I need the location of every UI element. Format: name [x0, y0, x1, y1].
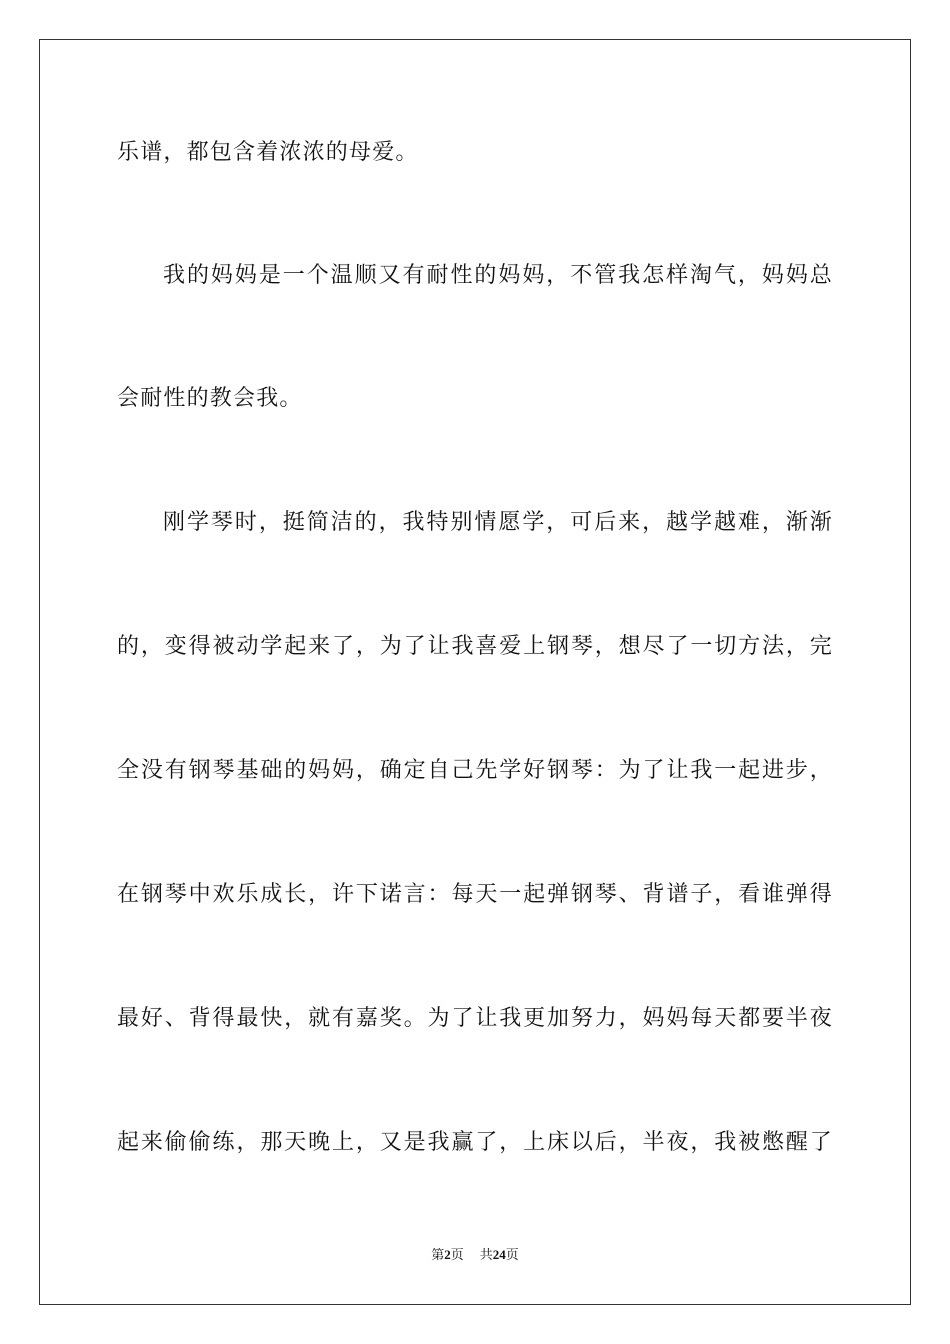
page-suffix: 页 — [450, 1248, 464, 1263]
text-line: 全没有钢琴基础的妈妈，确定自己先学好钢琴：为了让我一起进步， — [117, 758, 833, 783]
text-line: 刚学琴时，挺简洁的，我特别情愿学，可后来，越学越难，渐渐 — [163, 510, 833, 535]
text-line: 的，变得被动学起来了，为了让我喜爱上钢琴，想尽了一切方法，完 — [117, 634, 833, 659]
text-line: 乐谱，都包含着浓浓的母爱。 — [117, 140, 419, 165]
text-line: 在钢琴中欢乐成长，许下诺言：每天一起弹钢琴、背谱子，看谁弹得 — [117, 882, 833, 907]
page-border — [39, 39, 911, 1305]
total-prefix: 共 — [479, 1248, 493, 1263]
page-number: 2 — [444, 1247, 451, 1262]
text-line: 起来偷偷练，那天晚上，又是我赢了，上床以后，半夜，我被憋醒了 — [117, 1130, 833, 1155]
text-line: 最好、背得最快，就有嘉奖。为了让我更加努力，妈妈每天都要半夜 — [117, 1006, 833, 1031]
total-pages: 24 — [492, 1247, 506, 1262]
total-suffix: 页 — [505, 1248, 519, 1263]
text-line: 我的妈妈是一个温顺又有耐性的妈妈，不管我怎样淘气，妈妈总 — [163, 263, 833, 288]
page-prefix: 第 — [431, 1248, 445, 1263]
page-footer — [0, 1246, 950, 1265]
text-line: 会耐性的教会我。 — [117, 386, 303, 411]
